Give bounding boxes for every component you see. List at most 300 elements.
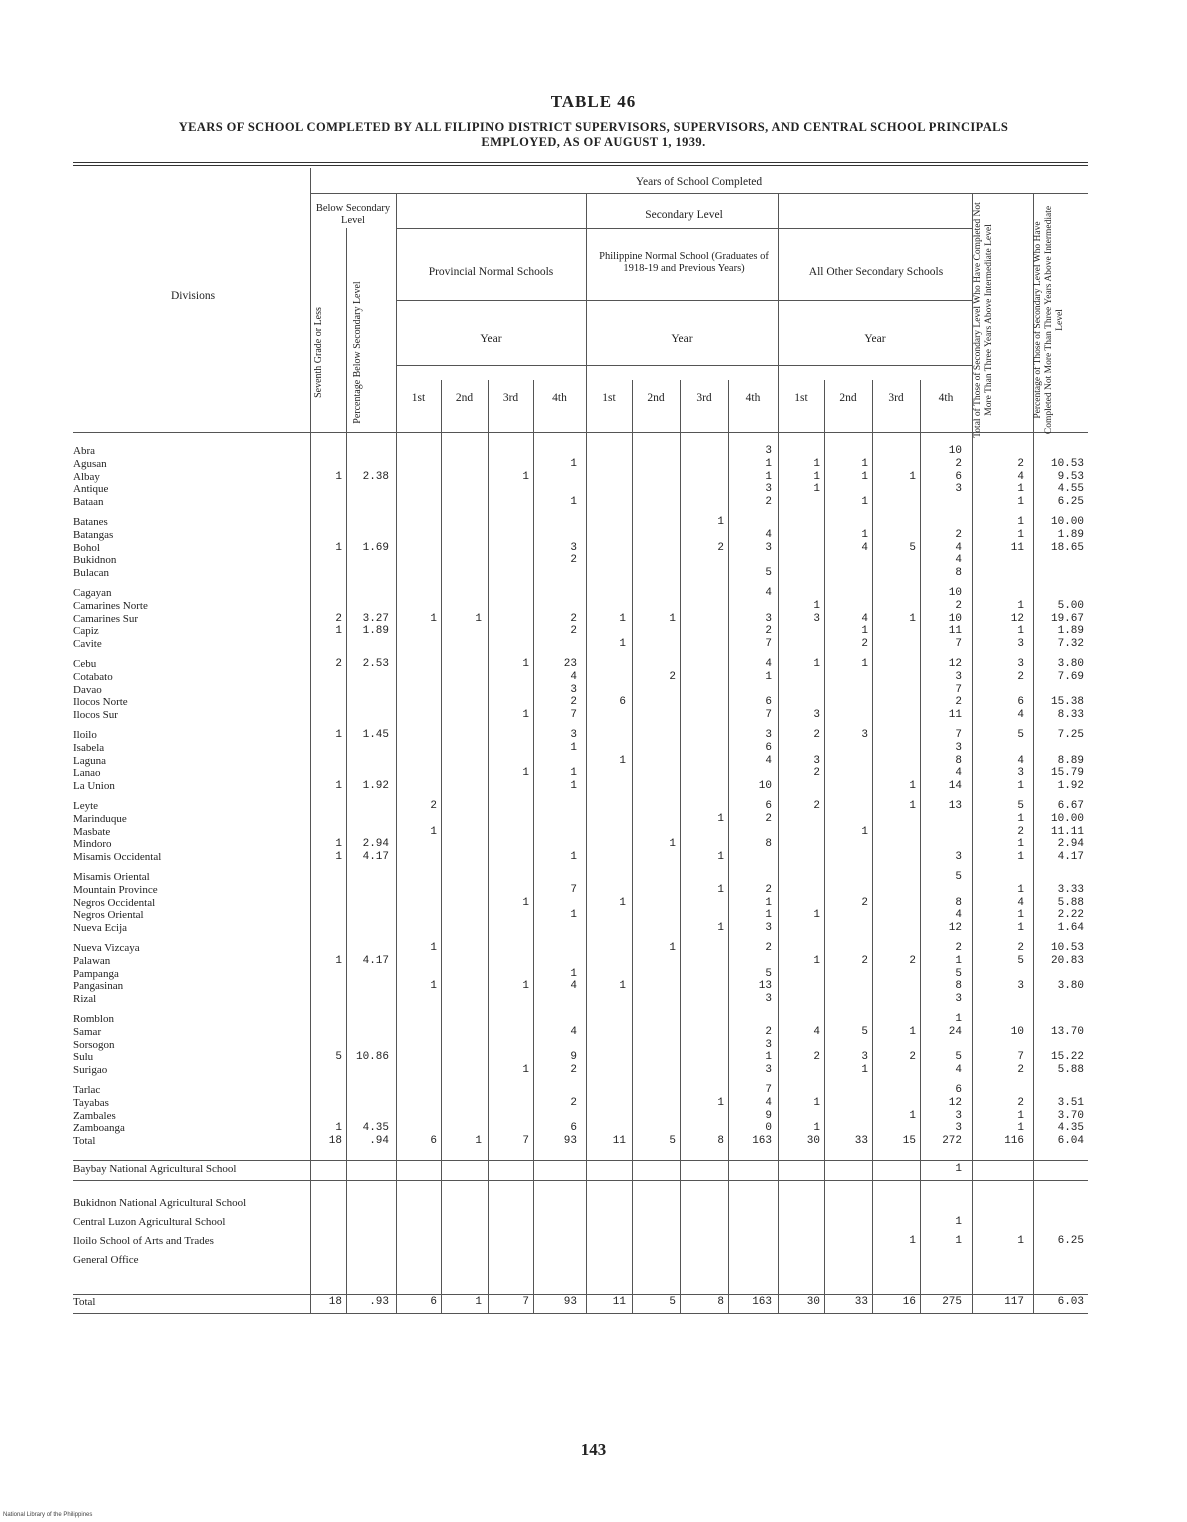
table-cell: 11 [612,1135,626,1148]
year-header-4th: 4th [745,392,761,404]
table-row [73,755,1088,767]
table-cell: 1 [335,1122,342,1135]
table-cell: 1 [1017,625,1024,638]
table-cell: 8 [955,896,962,909]
table-cell: 5 [335,1051,342,1064]
table-cell: 4 [1017,470,1024,483]
table-cell: 1 [1017,1122,1024,1135]
table-row [73,1026,1088,1038]
row-line [73,432,1088,433]
table-cell: 5 [1017,800,1024,812]
table-cell: 1.92 [1057,780,1084,793]
table-cell: 5 [1017,729,1024,741]
table-cell: 10.53 [1050,457,1084,470]
table-cell: 1 [813,470,820,483]
table-cell: 1 [955,1235,962,1247]
table-cell: 2 [813,800,820,812]
table-cell: 4 [1017,754,1024,767]
division-name: Tarlac [73,1084,101,1096]
table-cell: 6 [430,1135,437,1148]
row-line [73,1180,1088,1181]
table-cell: 2 [909,1051,916,1064]
table-cell: 1 [669,942,676,954]
table-cell: 4 [1017,709,1024,722]
table-cell: 1 [570,741,577,754]
header-provincial: Provincial Normal Schools [428,266,554,278]
table-cell: 3.51 [1057,1096,1084,1109]
table-row [73,671,1088,683]
division-name: Albay [73,470,100,483]
division-name: Samar [73,1025,102,1038]
table-row [73,1097,1088,1109]
table-cell: 1 [335,780,342,793]
table-cell: 5.88 [1057,1064,1084,1077]
table-cell: 3 [861,729,868,741]
table-cell: 1.89 [1057,625,1084,638]
table-cell: 4 [570,1025,577,1038]
header-year-other: Year [864,333,886,345]
table-cell: 3 [955,670,962,683]
table-cell: 2 [717,541,724,554]
table-cell: 3 [765,445,772,457]
division-name: Laguna [73,754,106,767]
table-cell: 1 [765,470,772,483]
table-cell: 7.32 [1057,638,1084,651]
table-cell: 6 [955,1084,962,1096]
row-line [396,228,972,229]
table-cell: 1 [619,754,626,767]
division-name: General Office [73,1254,139,1266]
year-header-1st: 1st [602,392,616,404]
table-cell: 3 [765,1064,772,1077]
table-cell: 4 [765,754,772,767]
table-row [73,587,1088,599]
table-cell: 6 [570,1122,577,1135]
table-cell: 2 [765,496,772,509]
table-cell: 4 [765,528,772,541]
division-name: Cagayan [73,587,112,599]
table-cell: 1 [1017,1235,1024,1247]
table-cell: 1 [570,457,577,470]
table-row [73,980,1088,992]
table-cell: 6 [955,470,962,483]
table-cell: 1 [861,496,868,509]
division-name: Marinduque [73,812,127,825]
table-cell: 5 [669,1296,676,1308]
table-cell: .93 [369,1296,389,1308]
table-cell: 1 [1017,516,1024,528]
table-cell: 1 [717,1096,724,1109]
table-cell: 1 [570,496,577,509]
table-cell: 3 [1017,658,1024,670]
table-cell: 3 [765,922,772,935]
table-cell: 1 [570,851,577,864]
table-cell: 8.89 [1057,754,1084,767]
table-cell: 6 [765,800,772,812]
table-cell: 1.89 [362,625,389,638]
table-cell: 1 [765,457,772,470]
table-cell: 2 [955,528,962,541]
table-cell: 1 [813,658,820,670]
table-cell: 1 [717,922,724,935]
table-cell: 2 [765,883,772,896]
table-cell: 2 [813,729,820,741]
table-row [73,800,1088,812]
year-header-3rd: 3rd [502,392,519,404]
table-cell: 9.53 [1057,470,1084,483]
table-cell: 12 [948,922,962,935]
division-name: Misamis Occidental [73,851,162,864]
row-line [73,1160,1088,1161]
row-line [396,365,972,366]
table-cell: 11 [612,1296,626,1308]
division-name: Cavite [73,638,102,651]
top-rule [73,162,1088,163]
table-cell: 18 [328,1135,342,1148]
table-row [73,709,1088,721]
table-cell: 2 [861,954,868,967]
table-cell: 2 [861,638,868,651]
table-row [73,554,1088,566]
table-cell: 5 [1017,954,1024,967]
table-row [73,496,1088,508]
division-name: Sulu [73,1051,94,1064]
table-cell: 2 [570,1096,577,1109]
table-cell: 117 [1004,1296,1024,1308]
table-cell: 6 [1017,696,1024,709]
division-name: Antique [73,483,109,496]
table-cell: 1 [335,541,342,554]
year-header-4th: 4th [938,392,954,404]
table-cell: 1 [861,528,868,541]
table-cell: 7.69 [1057,670,1084,683]
table-cell: 4.35 [362,1122,389,1135]
table-cell: 2.94 [362,838,389,851]
table-cell: 1 [1017,812,1024,825]
header-seventh-grade: Seventh Grade or Less [313,307,324,398]
table-cell: 11 [1010,541,1024,554]
table-row [73,638,1088,650]
table-cell: 30 [806,1135,820,1148]
table-row [73,529,1088,541]
division-name: Bulacan [73,567,110,580]
header-year-pns: Year [671,333,693,345]
table-cell: 1 [335,838,342,851]
year-header-2nd: 2nd [647,392,665,404]
table-cell: 2 [861,896,868,909]
table-cell: 1 [765,909,772,922]
year-header-3rd: 3rd [888,392,904,404]
table-cell: 3 [955,1122,962,1135]
table-cell: 1 [570,767,577,780]
table-cell: 3 [955,1109,962,1122]
table-cell: 15.38 [1050,696,1084,709]
table-row [73,1216,1088,1228]
table-cell: 7 [570,883,577,896]
table-cell: 20.83 [1050,954,1084,967]
table-cell: 1 [570,967,577,980]
table-cell: 1 [1017,838,1024,851]
division-name: Cotabato [73,670,113,683]
division-name: Davao [73,683,102,696]
top-rule-2 [73,165,1088,166]
division-name: Bukidnon National Agricultural School [73,1197,247,1209]
table-cell: 14 [948,780,962,793]
table-cell: 1 [1017,528,1024,541]
table-cell: 3 [765,541,772,554]
table-cell: 2 [1017,1096,1024,1109]
table-cell: 1 [522,1064,529,1077]
table-cell: 30 [806,1296,820,1308]
table-cell: 3 [813,754,820,767]
table-cell: 1 [619,896,626,909]
table-cell: 10 [948,445,962,457]
table-cell: 2 [335,658,342,670]
table-cell: 15.79 [1050,767,1084,780]
row-line [310,193,1088,194]
division-name: Bataan [73,496,104,509]
table-row [73,826,1088,838]
table-cell: 1 [430,825,437,838]
table-cell: 1 [861,658,868,670]
table-cell: 1 [955,1013,962,1025]
table-row [73,742,1088,754]
table-row [73,567,1088,579]
table-row [73,625,1088,637]
table-cell: 1 [813,954,820,967]
table-cell: 6.25 [1057,1235,1084,1247]
table-cell: 1 [813,1096,820,1109]
table-cell: 1 [522,896,529,909]
table-cell: 2 [570,612,577,625]
table-cell: 3 [765,993,772,1006]
total-row [73,1135,1088,1147]
division-name: Zamboanga [73,1122,125,1135]
division-name: Pampanga [73,967,119,980]
table-cell: 8 [955,980,962,993]
table-cell: 5.88 [1057,896,1084,909]
table-cell: 13 [758,980,772,993]
table-cell: 1 [570,909,577,922]
table-cell: 10.53 [1050,942,1084,954]
table-cell: 1 [813,909,820,922]
table-cell: 10.00 [1050,516,1084,528]
table-cell: 33 [854,1135,868,1148]
table-cell: 4 [570,980,577,993]
table-cell: 2 [813,767,820,780]
division-name: Iloilo School of Arts and Trades [73,1235,214,1247]
table-cell: 163 [752,1296,772,1308]
table-row [73,813,1088,825]
table-cell: 1 [522,980,529,993]
table-cell: 6 [765,696,772,709]
table-cell: 8 [765,838,772,851]
table-row [73,1163,1088,1175]
table-cell: 11 [948,709,962,722]
table-cell: 4 [570,670,577,683]
table-row [73,684,1088,696]
table-cell: 13 [948,800,962,812]
table-row [73,1084,1088,1096]
header-below-secondary: Below Secondary Level [315,203,391,226]
table-cell: 272 [942,1135,962,1148]
division-name: Abra [73,445,95,457]
table-cell: 33 [854,1296,868,1308]
division-name: La Union [73,780,115,793]
division-name: Isabela [73,741,105,754]
table-cell: 2 [955,457,962,470]
table-cell: 0 [765,1122,772,1135]
table-cell: 4 [955,541,962,554]
table-cell: 2 [1017,942,1024,954]
row-line [396,300,972,301]
table-cell: 8 [955,567,962,580]
table-cell: 2 [765,812,772,825]
table-cell: 1 [909,1109,916,1122]
table-cell: 1 [619,612,626,625]
table-row [73,1064,1088,1076]
table-cell: 19.67 [1050,612,1084,625]
table-row [73,993,1088,1005]
table-cell: 10.00 [1050,812,1084,825]
division-name: Batanes [73,516,108,528]
table-cell: 2 [765,942,772,954]
table-cell: 10.86 [355,1051,389,1064]
division-name: Romblon [73,1013,114,1025]
division-name: Sorsogon [73,1038,115,1051]
table-cell: 6.67 [1057,800,1084,812]
table-cell: 2 [430,800,437,812]
table-cell: 7 [522,1135,529,1148]
table-cell: 1 [813,599,820,612]
table-cell: 1 [475,612,482,625]
table-cell: 1 [335,729,342,741]
table-cell: 4.17 [362,851,389,864]
table-row [73,1039,1088,1051]
table-row [73,968,1088,980]
year-header-2nd: 2nd [839,392,857,404]
table-cell: 8 [717,1296,724,1308]
table-cell: 9 [570,1051,577,1064]
table-cell: 6 [619,696,626,709]
table-cell: 4 [765,587,772,599]
division-name: Agusan [73,457,107,470]
year-header-1st: 1st [794,392,808,404]
table-cell: 5 [765,567,772,580]
division-name: Nueva Vizcaya [73,942,140,954]
header-total-three: Total of Those of Secondary Level Who Have Completed Not More Than Three Years Above Intermediate Level [973,202,994,438]
table-cell: 4.17 [1057,851,1084,864]
division-name: Leyte [73,800,99,812]
table-cell: 1 [765,670,772,683]
table-cell: 1 [1017,883,1024,896]
division-name: Total [73,1296,96,1308]
division-name: Bukidnon [73,554,117,567]
division-name: Zambales [73,1109,116,1122]
division-name: Camarines Sur [73,612,139,625]
table-cell: 1.69 [362,541,389,554]
table-cell: 16 [902,1296,916,1308]
division-name: Baybay National Agricultural School [73,1163,237,1175]
table-cell: 1 [955,954,962,967]
table-cell: 1 [335,954,342,967]
table-cell: 3.80 [1057,658,1084,670]
table-cell: 7 [522,1296,529,1308]
table-cell: 3.70 [1057,1109,1084,1122]
table-row [73,1013,1088,1025]
table-cell: 10 [758,780,772,793]
division-name: Ilocos Sur [73,709,118,722]
table-cell: 1.45 [362,729,389,741]
table-cell: 11.11 [1050,825,1084,838]
division-name: Negros Occidental [73,896,156,909]
table-subtitle [60,120,1127,150]
total-row [73,1296,1088,1308]
table-cell: 2 [570,1064,577,1077]
table-cell: 7 [955,729,962,741]
table-cell: 1 [717,812,724,825]
table-cell: 1 [430,942,437,954]
table-cell: 3.27 [362,612,389,625]
table-cell: 1 [475,1135,482,1148]
division-name: Lanao [73,767,101,780]
table-cell: 6.25 [1057,496,1084,509]
year-header-3rd: 3rd [696,392,712,404]
table-cell: 7 [955,638,962,651]
table-cell: 3 [955,993,962,1006]
table-cell: 2 [1017,1064,1024,1077]
table-cell: 5 [955,967,962,980]
table-cell: 3.80 [1057,980,1084,993]
table-cell: 18.65 [1050,541,1084,554]
header-secondary-level: Secondary Level [645,209,723,221]
table-cell: 3 [861,1051,868,1064]
table-cell: 3 [955,851,962,864]
table-cell: 1.92 [362,780,389,793]
table-cell: .94 [369,1135,389,1148]
division-name: Batangas [73,528,114,541]
table-cell: 12 [1010,612,1024,625]
table-cell: 2 [570,554,577,567]
division-name: Rizal [73,993,97,1006]
table-cell: 10 [948,612,962,625]
table-cell: 2 [955,599,962,612]
table-row [73,1051,1088,1063]
table-cell: 9 [765,1109,772,1122]
table-cell: 6.04 [1057,1135,1084,1148]
table-cell: 3 [813,612,820,625]
table-cell: 4.55 [1057,483,1084,496]
division-name: Palawan [73,954,111,967]
footer-credit: National Library of the Philippines [3,1512,93,1518]
table-cell: 1 [717,851,724,864]
table-cell: 1 [813,457,820,470]
table-row [73,696,1088,708]
table-cell: 5 [909,541,916,554]
table-row [73,600,1088,612]
table-cell: 1 [335,625,342,638]
table-cell: 1 [909,800,916,812]
table-cell: 1 [1017,851,1024,864]
table-cell: 3 [765,1038,772,1051]
table-row [73,871,1088,883]
table-cell: 1 [335,851,342,864]
table-row [73,542,1088,554]
table-cell: 4 [765,658,772,670]
table-cell: 4 [955,909,962,922]
division-name: Bohol [73,541,100,554]
table-cell: 1 [861,625,868,638]
